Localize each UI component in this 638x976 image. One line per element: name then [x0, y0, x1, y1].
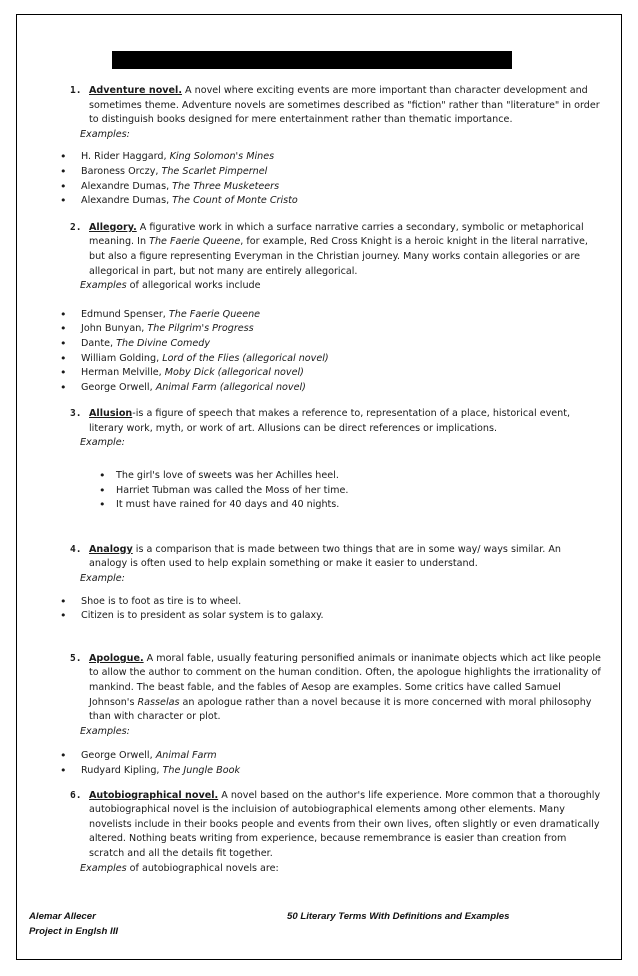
term-analogy: 4. Analogy is a comparison that is made between two things that are in some way/ ways similar. An analogy is often used to help explain something or make it easier to understand.: [70, 543, 562, 570]
list-item: • George Orwell, Animal Farm: [60, 749, 217, 763]
bullet-icon: •: [60, 749, 67, 763]
term-allusion: 3. Allusion-is a figure of speech that makes a reference to, representation of a place, historical event, literary work, myth, or work of art. Allusions can be direct references or implications.: [70, 408, 571, 434]
bullet-icon: •: [60, 763, 67, 777]
bullet-icon: •: [60, 194, 67, 208]
examples-label: Examples of allegorical works include: [80, 280, 261, 292]
term-number: 1.: [70, 85, 82, 96]
list-item: • Shoe is to foot as tire is to wheel.: [60, 594, 242, 608]
examples-label: Example:: [80, 437, 125, 449]
list-item: • Rudyard Kipling, The Jungle Book: [60, 763, 240, 777]
list-item: • William Golding, Lord of the Flies (allegorical novel): [60, 351, 329, 365]
term-number: 3.: [70, 408, 82, 420]
list-item: • George Orwell, Animal Farm (allegorical novel): [60, 380, 306, 394]
bullet-icon: •: [60, 366, 67, 380]
term-name: Adventure novel.: [89, 85, 182, 96]
bullet-icon: •: [99, 498, 106, 512]
term-number: 4.: [70, 543, 82, 555]
title-bar: [112, 51, 512, 69]
list-item: • Edmund Spenser, The Faerie Queene: [60, 307, 261, 321]
examples-label: Examples:: [80, 128, 130, 140]
term-name: Autobiographical novel.: [89, 789, 219, 801]
list-item: • Herman Melville, Moby Dick (allegorical novel): [60, 366, 304, 380]
list-item: • The girl's love of sweets was her Achilles heel.: [99, 469, 339, 483]
bullet-icon: •: [60, 336, 67, 350]
term-adventure-novel: [70, 84, 601, 128]
examples-label: Examples:: [80, 725, 130, 737]
term-number: 2.: [70, 221, 82, 233]
list-item: • Harriet Tubman was called the Moss of her time.: [99, 483, 349, 497]
term-name: Allusion: [89, 408, 133, 420]
bullet-icon: •: [60, 594, 67, 608]
list-item: • It must have rained for 40 days and 40 nights.: [99, 498, 340, 512]
list-item: • Dante, The Divine Comedy: [60, 336, 211, 350]
list-item: • Alexandre Dumas, The Three Musketeers: [60, 179, 280, 193]
bullet-icon: •: [99, 483, 106, 497]
bullet-icon: •: [60, 307, 67, 321]
bullet-icon: •: [60, 150, 67, 164]
bullet-icon: •: [60, 380, 67, 394]
term-number: 5.: [70, 652, 82, 664]
examples-list-allegory: [0, 308, 638, 396]
footer-title: 50 Literary Terms With Definitions and Examples: [287, 911, 510, 922]
term-name: Analogy: [89, 543, 133, 555]
footer-author: Alemar Allecer: [29, 911, 96, 922]
bullet-icon: •: [60, 351, 67, 365]
list-item: • Alexandre Dumas, The Count of Monte Cristo: [60, 194, 298, 208]
term-name: Apologue.: [89, 652, 144, 664]
examples-list-allusion: [0, 469, 638, 513]
list-item: • John Bunyan, The Pilgrim's Progress: [60, 322, 254, 336]
bullet-icon: •: [60, 322, 67, 336]
footer-left: [29, 910, 118, 939]
examples-list-analogy: [0, 595, 638, 624]
examples-label: Examples of autobiographical novels are:: [80, 862, 279, 874]
footer-project: Project in Englsh III: [29, 925, 119, 937]
document-body: [0, 84, 638, 876]
bullet-icon: •: [60, 164, 67, 178]
examples-list-apologue: [0, 749, 638, 778]
examples-list-adventure: [0, 150, 638, 208]
list-item: • Citizen is to president as solar system is to galaxy.: [60, 609, 324, 623]
term-name: Allegory.: [89, 221, 137, 233]
term-definition: A novel where exciting events are more important than character development and sometimes theme. Adventure novels are sometimes described as "fiction" rather than "literature" in order to distinguish books designed for mere entertainment rather than thematic importance.: [89, 85, 600, 126]
term-number: 6.: [70, 789, 82, 801]
list-item: • H. Rider Haggard, King Solomon's Mines: [60, 150, 275, 164]
bullet-icon: •: [99, 469, 106, 483]
term-apologue: 5. Apologue. A moral fable, usually featuring personified animals or inanimate objects which act like people to allow the author to comment on the human condition. Often, the apologue highlights the irrationality of mankind. The beast fable, and the fables of Aesop are examples. Some critics have called Samuel Johnson's Rasselas an apologue rather than a novel because it is more concerned with moral philosophy than with character or plot.: [70, 652, 601, 723]
examples-label: Example:: [80, 573, 125, 585]
term-allegory: 2. Allegory. A figurative work in which a surface narrative carries a secondary, symbolic or metaphorical meaning. In The Faerie Queene, for example, Red Cross Knight is a heroic knight in the literal narrative, but also a figure representing Everyman in the Christian journey. Many works contain allegories or are allegorical in part, but not many are entirely allegorical.: [70, 221, 588, 277]
bullet-icon: •: [60, 609, 67, 623]
bullet-icon: •: [60, 179, 67, 193]
list-item: • Baroness Orczy, The Scarlet Pimpernel: [60, 164, 268, 178]
term-autobiographical-novel: 6. Autobiographical novel. A novel based on the author's life experience. More common that a thoroughly autobiographical novel is the incluision of autobiographical elements among other elements. Many novelists include in their books people and events from their own lives, often slightly or even dramatically altered. Nothing beats writing from experience, because remembrance is easier than creation from scratch and all the details fit together.: [70, 789, 601, 859]
